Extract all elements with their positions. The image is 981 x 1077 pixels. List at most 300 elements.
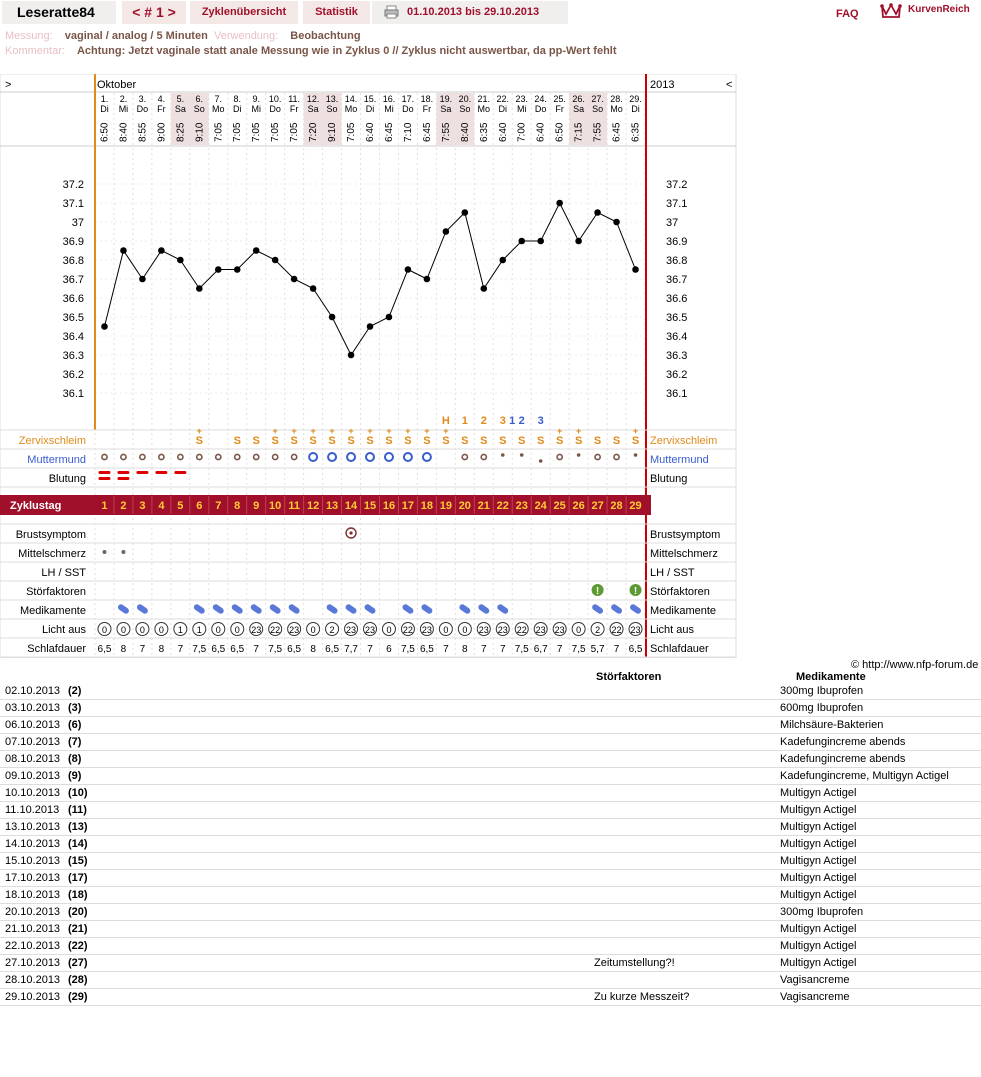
weekday: Mi xyxy=(118,104,129,114)
light-off-time: 23 xyxy=(535,625,546,635)
y-tick-right: 37.1 xyxy=(666,198,688,210)
temperature-point xyxy=(537,238,544,245)
day-number: 28. xyxy=(610,94,623,104)
weekday: Mo xyxy=(212,104,225,114)
zervix-mark: S xyxy=(366,435,374,447)
temperature-point xyxy=(158,247,165,254)
note-cycle-day: (13) xyxy=(68,821,88,833)
sleep-duration: 6 xyxy=(386,644,392,655)
cycle-day-number: 5 xyxy=(177,500,184,512)
mittelschmerz-dot xyxy=(121,550,125,554)
weekday: So xyxy=(592,104,604,114)
zervix-plus: + xyxy=(443,426,449,436)
note-cycle-day: (17) xyxy=(68,872,88,884)
note-row xyxy=(0,734,981,751)
muttermund-dot xyxy=(501,453,505,457)
zervix-mark: S xyxy=(480,435,488,447)
cycle-day-number: 19 xyxy=(439,500,452,512)
light-off-time: 0 xyxy=(234,625,240,635)
bleeding-mark xyxy=(117,471,129,474)
cycle-day-number: 4 xyxy=(158,500,165,512)
y-tick-left: 36.8 xyxy=(62,255,84,267)
zervix-mark: S xyxy=(252,435,260,447)
note-date: 29.10.2013 xyxy=(5,991,61,1003)
time-label: 9:10 xyxy=(327,122,339,142)
bleeding-mark xyxy=(155,471,167,474)
light-off-time: 23 xyxy=(497,625,508,635)
sleep-duration: 7 xyxy=(613,644,620,655)
note-cycle-day: (20) xyxy=(68,906,88,918)
note-row xyxy=(0,802,981,819)
zervix-plus: + xyxy=(310,426,316,436)
zervix-plus: + xyxy=(272,426,278,436)
light-off-time: 22 xyxy=(611,625,622,635)
notes-header-stoer: Störfaktoren xyxy=(596,671,662,683)
y-tick-left: 36.2 xyxy=(62,369,84,381)
zervix-mark: S xyxy=(442,435,450,447)
time-label: 7:05 xyxy=(270,122,282,142)
peak-annotation: 1 xyxy=(461,415,468,427)
mittelschmerz-dot xyxy=(102,550,106,554)
peak-annotation: H xyxy=(441,415,450,427)
day-number: 19. xyxy=(439,94,453,104)
temperature-point xyxy=(291,276,298,283)
note-row xyxy=(0,887,981,904)
sleep-duration: 8 xyxy=(158,644,165,655)
note-date: 20.10.2013 xyxy=(5,906,61,918)
note-row xyxy=(0,989,981,1006)
note-medication: 300mg Ibuprofen xyxy=(780,906,864,918)
note-date: 15.10.2013 xyxy=(5,855,61,867)
crown-logo-icon xyxy=(880,2,902,20)
day-number: 17. xyxy=(401,94,415,104)
light-off-time: 2 xyxy=(329,625,335,635)
peak-annotation: 2 xyxy=(518,415,525,427)
time-label: 8:40 xyxy=(118,122,130,142)
note-medication: Vagisancreme xyxy=(780,974,850,986)
weekday: Di xyxy=(631,104,640,114)
note-medication: Multigyn Actigel xyxy=(780,940,857,952)
cycle-day-number: 9 xyxy=(253,500,260,512)
cycle-day-number: 28 xyxy=(610,500,623,512)
row-label-right-mittel: Mittelschmerz xyxy=(650,548,718,560)
light-off-time: 2 xyxy=(595,625,601,635)
light-off-time: 23 xyxy=(364,625,376,635)
note-date: 07.10.2013 xyxy=(5,736,61,748)
note-date: 08.10.2013 xyxy=(5,753,61,765)
row-label-med: Medikamente xyxy=(19,605,86,617)
day-number: 6. xyxy=(195,94,204,104)
tab-cycle-overview[interactable]: Zyklenübersicht xyxy=(190,1,298,24)
muttermund-low xyxy=(539,459,543,463)
temperature-point xyxy=(499,257,506,264)
y-tick-right: 36.8 xyxy=(666,255,688,267)
temperature-point xyxy=(575,238,582,245)
zervix-plus: + xyxy=(405,426,411,436)
weekday: Do xyxy=(534,104,547,114)
time-label: 8:55 xyxy=(137,122,149,142)
note-row xyxy=(0,836,981,853)
note-row xyxy=(0,683,981,700)
disturbance-mark: ! xyxy=(595,586,600,597)
temperature-point xyxy=(613,219,620,226)
top-bar xyxy=(0,0,981,26)
note-cycle-day: (18) xyxy=(68,889,88,901)
day-number: 23. xyxy=(515,94,528,104)
light-off-time: 22 xyxy=(270,625,281,635)
cycle-day-number: 27 xyxy=(591,500,604,512)
verwendung-label: Verwendung: xyxy=(214,30,279,42)
weekday: So xyxy=(326,104,338,114)
day-number: 8. xyxy=(233,94,241,104)
y-tick-right: 37 xyxy=(666,217,679,229)
sleep-duration: 7,5 xyxy=(268,644,283,655)
sleep-duration: 7,5 xyxy=(192,644,207,655)
zervix-mark: S xyxy=(518,435,526,447)
y-tick-right: 36.9 xyxy=(666,236,688,248)
cycle-day-number: 13 xyxy=(325,500,339,512)
light-off-time: 23 xyxy=(289,625,300,635)
note-cycle-day: (10) xyxy=(68,787,88,799)
breast-symptom-dot xyxy=(349,531,352,534)
row-label-licht: Licht aus xyxy=(41,624,86,636)
cycle-nav[interactable]: < # 1 > xyxy=(122,1,186,24)
cycle-day-number: 11 xyxy=(288,500,300,512)
y-tick-left: 36.1 xyxy=(62,388,84,400)
note-medication: Kadefungincreme abends xyxy=(780,736,906,748)
cycle-day-number: 17 xyxy=(401,500,415,512)
y-tick-left: 37.1 xyxy=(62,198,84,210)
row-label-lh: LH / SST xyxy=(41,567,86,579)
note-date: 06.10.2013 xyxy=(5,719,61,731)
note-date: 21.10.2013 xyxy=(5,923,61,935)
messung-label: Messung: xyxy=(5,30,53,42)
note-medication: Multigyn Actigel xyxy=(780,872,857,884)
date-range: 01.10.2013 bis 29.10.2013 xyxy=(372,1,568,24)
muttermund-dot xyxy=(634,453,638,457)
temperature-point xyxy=(462,209,469,216)
light-off-time: 0 xyxy=(101,625,107,635)
note-medication: Vagisancreme xyxy=(780,991,850,1003)
note-cycle-day: (11) xyxy=(68,804,87,816)
note-row xyxy=(0,768,981,785)
zervix-plus: + xyxy=(557,426,563,436)
note-row xyxy=(0,819,981,836)
time-label: 7:05 xyxy=(213,122,225,142)
sleep-duration: 6,5 xyxy=(419,644,434,655)
note-row xyxy=(0,938,981,955)
zervix-plus: + xyxy=(386,426,392,436)
note-medication: Multigyn Actigel xyxy=(780,957,857,969)
zervix-mark: S xyxy=(271,435,279,447)
sleep-duration: 7 xyxy=(481,644,487,655)
time-label: 6:50 xyxy=(554,122,566,142)
sleep-duration: 7 xyxy=(253,644,259,655)
comment-line xyxy=(5,45,617,57)
light-off-time: 0 xyxy=(462,625,468,635)
weekday: Sa xyxy=(307,104,319,114)
note-row xyxy=(0,870,981,887)
zervix-mark: S xyxy=(423,435,431,447)
day-number: 7. xyxy=(214,94,223,104)
note-disturbance: Zeitumstellung?! xyxy=(594,957,675,969)
zervix-plus: + xyxy=(348,426,354,436)
temperature-point xyxy=(177,257,184,264)
note-date: 03.10.2013 xyxy=(5,702,61,714)
time-label: 7:55 xyxy=(440,122,452,142)
day-number: 27. xyxy=(591,94,604,104)
cycle-day-number: 24 xyxy=(534,500,547,512)
day-number: 14. xyxy=(344,94,358,104)
weekday: Di xyxy=(498,104,508,114)
verwendung-value: Beobachtung xyxy=(290,30,361,42)
copyright: © http://www.nfp-forum.de xyxy=(851,659,979,671)
y-tick-right: 36.4 xyxy=(666,331,688,343)
cycle-day-number: 16 xyxy=(382,500,396,512)
y-tick-right: 36.3 xyxy=(666,350,688,362)
disturbance-mark: ! xyxy=(633,586,638,597)
sleep-duration: 7 xyxy=(556,644,563,655)
weekday: Mo xyxy=(477,104,491,114)
time-label: 6:45 xyxy=(383,122,395,142)
cycle-day-number: 15 xyxy=(363,500,377,512)
weekday: Sa xyxy=(440,104,452,114)
notes-header-med: Medikamente xyxy=(796,671,866,683)
note-row xyxy=(0,904,981,921)
note-row xyxy=(0,955,981,972)
cycle-day-number: 29 xyxy=(629,500,642,512)
temperature-point xyxy=(556,200,563,207)
note-medication: Multigyn Actigel xyxy=(780,838,857,850)
light-off-time: 0 xyxy=(139,625,145,635)
note-row xyxy=(0,700,981,717)
note-cycle-day: (28) xyxy=(68,974,88,986)
day-number: 22. xyxy=(496,94,510,104)
note-date: 10.10.2013 xyxy=(5,787,61,799)
cycle-day-number: 1 xyxy=(101,500,108,512)
cycle-day-number: 6 xyxy=(196,500,203,512)
day-number: 20. xyxy=(458,94,472,104)
cycle-day-number: 25 xyxy=(553,500,566,512)
peak-annotation: 3 xyxy=(499,415,506,427)
zervix-mark: S xyxy=(499,435,507,447)
zervix-plus: + xyxy=(329,426,335,436)
temperature-point xyxy=(253,247,260,254)
row-label-stoer: Störfaktoren xyxy=(26,586,86,598)
time-label: 7:55 xyxy=(592,122,604,142)
sleep-duration: 6,5 xyxy=(325,644,340,655)
note-disturbance: Zu kurze Messzeit? xyxy=(594,991,690,1003)
zervix-mark: S xyxy=(195,435,203,447)
note-cycle-day: (3) xyxy=(68,702,82,714)
sleep-duration: 6,5 xyxy=(97,644,112,655)
note-cycle-day: (22) xyxy=(68,940,88,952)
y-tick-left: 36.3 xyxy=(62,350,84,362)
light-off-time: 0 xyxy=(120,625,126,635)
day-number: 24. xyxy=(534,94,547,104)
cycle-day-number: 12 xyxy=(306,500,320,512)
note-row xyxy=(0,972,981,989)
day-number: 26. xyxy=(572,94,585,104)
row-label-right-med: Medikamente xyxy=(650,605,717,617)
weekday: Fr xyxy=(157,104,166,114)
weekday: Do xyxy=(269,104,281,114)
weekday: Mo xyxy=(610,104,623,114)
temperature-point xyxy=(234,266,241,273)
note-medication: Multigyn Actigel xyxy=(780,821,857,833)
sleep-duration: 7 xyxy=(443,644,449,655)
note-cycle-day: (2) xyxy=(68,685,82,697)
time-label: 7:05 xyxy=(346,122,358,142)
day-number: 4. xyxy=(157,94,166,104)
note-row xyxy=(0,853,981,870)
note-date: 18.10.2013 xyxy=(5,889,61,901)
zervix-mark: S xyxy=(593,435,602,447)
sleep-duration: 6,5 xyxy=(628,644,643,655)
light-off-time: 23 xyxy=(630,625,641,635)
temperature-point xyxy=(443,228,450,235)
day-number: 16. xyxy=(382,94,396,104)
temperature-point xyxy=(518,238,525,245)
day-number: 2. xyxy=(119,94,128,104)
y-tick-right: 36.5 xyxy=(666,312,688,324)
time-label: 6:35 xyxy=(630,122,642,142)
usage-line xyxy=(214,30,361,42)
sleep-duration: 6,7 xyxy=(533,644,548,655)
cycle-day-number: 18 xyxy=(420,500,434,512)
y-tick-left: 36.4 xyxy=(62,331,84,343)
light-off-time: 23 xyxy=(478,625,489,635)
note-medication: Milchsäure-Bakterien xyxy=(780,719,884,731)
time-label: 7:05 xyxy=(251,122,263,142)
weekday: So xyxy=(459,104,471,114)
note-cycle-day: (8) xyxy=(68,753,82,765)
cycle-day-number: 23 xyxy=(515,500,528,512)
username-tab[interactable]: Leseratte84 xyxy=(2,1,116,24)
day-number: 3. xyxy=(138,94,147,104)
printer-icon[interactable] xyxy=(384,5,399,19)
weekday: Mo xyxy=(344,104,358,114)
light-off-time: 0 xyxy=(215,625,221,635)
muttermund-dot xyxy=(577,453,581,457)
light-off-time: 0 xyxy=(443,625,449,635)
bleeding-mark xyxy=(136,471,148,474)
note-medication: Multigyn Actigel xyxy=(780,787,857,799)
faq-link[interactable]: FAQ xyxy=(836,8,859,20)
note-medication: Multigyn Actigel xyxy=(780,855,857,867)
bleeding-mark xyxy=(174,471,186,474)
day-number: 18. xyxy=(420,94,434,104)
note-cycle-day: (29) xyxy=(68,991,88,1003)
note-cycle-day: (15) xyxy=(68,855,88,867)
zervix-mark: S xyxy=(574,435,583,447)
note-date: 02.10.2013 xyxy=(5,685,61,697)
day-number: 1. xyxy=(100,94,109,104)
note-row xyxy=(0,751,981,768)
temperature-point xyxy=(120,247,127,254)
note-medication: 600mg Ibuprofen xyxy=(780,702,864,714)
note-medication: Multigyn Actigel xyxy=(780,923,857,935)
time-label: 7:10 xyxy=(402,122,414,142)
y-tick-left: 37 xyxy=(71,217,84,229)
time-label: 9:00 xyxy=(156,122,168,142)
note-date: 27.10.2013 xyxy=(5,957,61,969)
zervix-plus: + xyxy=(291,426,297,436)
sleep-duration: 8 xyxy=(462,644,468,655)
time-label: 7:05 xyxy=(232,122,244,142)
day-number: 25. xyxy=(553,94,566,104)
day-number: 10. xyxy=(268,94,282,104)
tab-statistics[interactable]: Statistik xyxy=(303,1,370,24)
weekday: Sa xyxy=(573,104,585,114)
y-tick-left: 37.2 xyxy=(62,179,84,191)
cycle-chart xyxy=(0,74,981,658)
cycle-day-number: 2 xyxy=(120,500,127,512)
light-off-time: 0 xyxy=(310,625,316,635)
zervix-plus: + xyxy=(575,426,582,436)
measurement-line xyxy=(5,30,208,42)
y-tick-left: 36.9 xyxy=(62,236,84,248)
sleep-duration: 8 xyxy=(120,644,127,655)
sleep-duration: 6,5 xyxy=(211,644,226,655)
row-label-zervix: Zervixschleim xyxy=(18,435,86,447)
sleep-duration: 7,5 xyxy=(400,644,415,655)
temperature-point xyxy=(272,257,279,264)
cycle-day-number: 7 xyxy=(215,500,222,512)
light-off-time: 22 xyxy=(516,625,527,635)
row-label-right-lh: LH / SST xyxy=(650,567,695,579)
note-date: 28.10.2013 xyxy=(5,974,61,986)
cycle-day-number: 3 xyxy=(139,500,146,512)
weekday: So xyxy=(193,104,205,114)
weekday: Di xyxy=(365,104,375,114)
temperature-point xyxy=(594,209,601,216)
note-cycle-day: (21) xyxy=(68,923,88,935)
temperature-point xyxy=(215,266,222,273)
zervix-mark: S xyxy=(347,435,355,447)
day-number: 9. xyxy=(252,94,260,104)
day-number: 11. xyxy=(288,94,301,104)
weekday: Sa xyxy=(174,104,186,114)
row-label-right-zervix: Zervixschleim xyxy=(650,435,718,447)
light-off-time: 23 xyxy=(346,625,357,635)
time-label: 6:40 xyxy=(535,122,547,142)
cycle-day-number: 22 xyxy=(496,500,509,512)
kommentar-label: Kommentar: xyxy=(5,45,65,57)
row-label-mm: Muttermund xyxy=(27,454,86,466)
y-tick-right: 36.1 xyxy=(666,388,688,400)
row-label-right-stoer: Störfaktoren xyxy=(650,586,710,598)
weekday: Mi xyxy=(384,104,394,114)
y-tick-right: 36.2 xyxy=(666,369,688,381)
day-number: 15. xyxy=(363,94,377,104)
temperature-point xyxy=(632,266,639,273)
temperature-point xyxy=(101,323,108,330)
nav-right: < xyxy=(726,79,733,91)
temperature-point xyxy=(367,323,374,330)
cycle-day-number: 21 xyxy=(477,500,490,512)
brand-logo[interactable]: KurvenReich xyxy=(908,4,970,15)
weekday: Mi xyxy=(251,104,261,114)
sleep-duration: 8 xyxy=(310,644,316,655)
zervix-mark: S xyxy=(328,435,336,447)
day-number: 29. xyxy=(629,94,642,104)
note-cycle-day: (9) xyxy=(68,770,82,782)
row-label-zyklustag: Zyklustag xyxy=(10,500,62,512)
note-date: 09.10.2013 xyxy=(5,770,61,782)
bleeding-mark xyxy=(98,477,110,480)
month-label: Oktober xyxy=(97,79,137,91)
